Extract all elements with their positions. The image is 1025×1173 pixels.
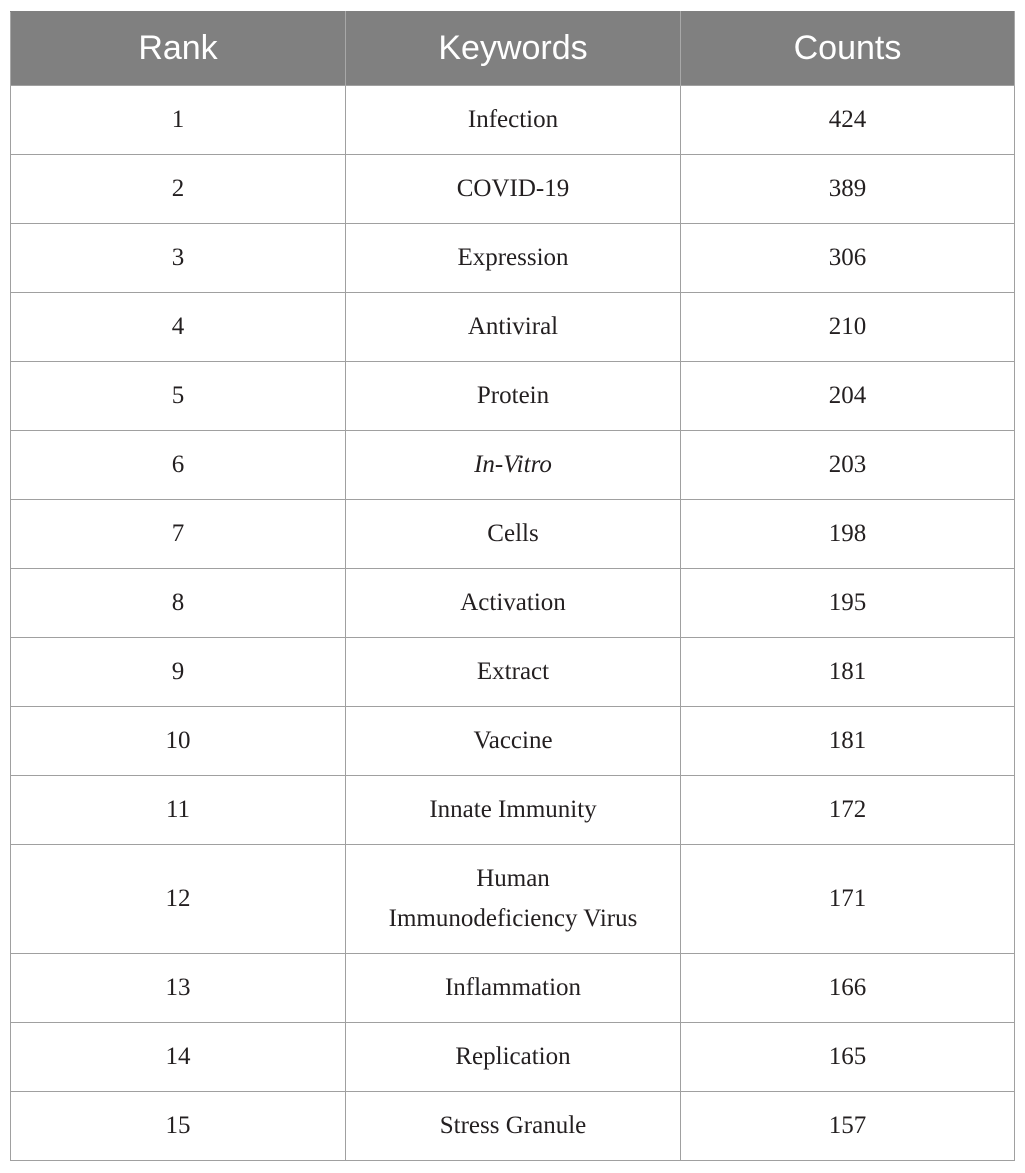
keyword-cell xyxy=(346,845,681,954)
table-row xyxy=(11,224,1015,293)
rank-cell: 12 xyxy=(11,845,346,954)
rank-cell: 7 xyxy=(11,500,346,569)
keyword-cell: Protein xyxy=(346,362,681,431)
rank-cell: 15 xyxy=(11,1092,346,1161)
keyword-cell: Antiviral xyxy=(346,293,681,362)
count-cell: 306 xyxy=(681,224,1015,293)
header-rank: Rank xyxy=(11,12,346,86)
count-cell: 203 xyxy=(681,431,1015,500)
table-row xyxy=(11,845,1015,954)
keyword-cell: Inflammation xyxy=(346,954,681,1023)
rank-cell: 2 xyxy=(11,155,346,224)
table-row xyxy=(11,1092,1015,1161)
table-row xyxy=(11,293,1015,362)
rank-cell: 11 xyxy=(11,776,346,845)
table-row xyxy=(11,362,1015,431)
rank-cell: 3 xyxy=(11,224,346,293)
rank-cell: 10 xyxy=(11,707,346,776)
keyword-cell: Infection xyxy=(346,86,681,155)
table-header xyxy=(11,12,1015,86)
keyword-cell: Expression xyxy=(346,224,681,293)
table-row xyxy=(11,569,1015,638)
table-row xyxy=(11,707,1015,776)
count-cell: 171 xyxy=(681,845,1015,954)
header-row xyxy=(11,12,1015,86)
keyword-cell xyxy=(346,431,681,500)
keyword-cell: COVID-19 xyxy=(346,155,681,224)
table-row xyxy=(11,431,1015,500)
table-row xyxy=(11,776,1015,845)
count-cell: 181 xyxy=(681,638,1015,707)
keyword-cell: Innate Immunity xyxy=(346,776,681,845)
rank-cell: 5 xyxy=(11,362,346,431)
rank-cell: 9 xyxy=(11,638,346,707)
keyword-cell: Activation xyxy=(346,569,681,638)
table-row xyxy=(11,86,1015,155)
count-cell: 198 xyxy=(681,500,1015,569)
count-cell: 157 xyxy=(681,1092,1015,1161)
table-row xyxy=(11,155,1015,224)
rank-cell: 8 xyxy=(11,569,346,638)
count-cell: 172 xyxy=(681,776,1015,845)
count-cell: 389 xyxy=(681,155,1015,224)
keywords-table-container xyxy=(10,11,1014,1161)
count-cell: 166 xyxy=(681,954,1015,1023)
rank-cell: 13 xyxy=(11,954,346,1023)
count-cell: 210 xyxy=(681,293,1015,362)
keyword-italic-text: In-Vitro xyxy=(474,451,552,478)
count-cell: 165 xyxy=(681,1023,1015,1092)
table-row xyxy=(11,954,1015,1023)
count-cell: 424 xyxy=(681,86,1015,155)
keyword-cell: Replication xyxy=(346,1023,681,1092)
count-cell: 195 xyxy=(681,569,1015,638)
rank-cell: 4 xyxy=(11,293,346,362)
table-body xyxy=(11,86,1015,1161)
rank-cell: 14 xyxy=(11,1023,346,1092)
header-keywords: Keywords xyxy=(346,12,681,86)
keyword-cell: Stress Granule xyxy=(346,1092,681,1161)
keyword-cell: Cells xyxy=(346,500,681,569)
rank-cell: 6 xyxy=(11,431,346,500)
table-row xyxy=(11,500,1015,569)
table-row xyxy=(11,1023,1015,1092)
keywords-table xyxy=(10,11,1015,1161)
rank-cell: 1 xyxy=(11,86,346,155)
header-counts: Counts xyxy=(681,12,1015,86)
keyword-line: Immunodeficiency Virus xyxy=(388,905,638,932)
count-cell: 181 xyxy=(681,707,1015,776)
table-row xyxy=(11,638,1015,707)
count-cell: 204 xyxy=(681,362,1015,431)
keyword-cell: Extract xyxy=(346,638,681,707)
keyword-cell: Vaccine xyxy=(346,707,681,776)
keyword-line: Human xyxy=(476,865,550,892)
